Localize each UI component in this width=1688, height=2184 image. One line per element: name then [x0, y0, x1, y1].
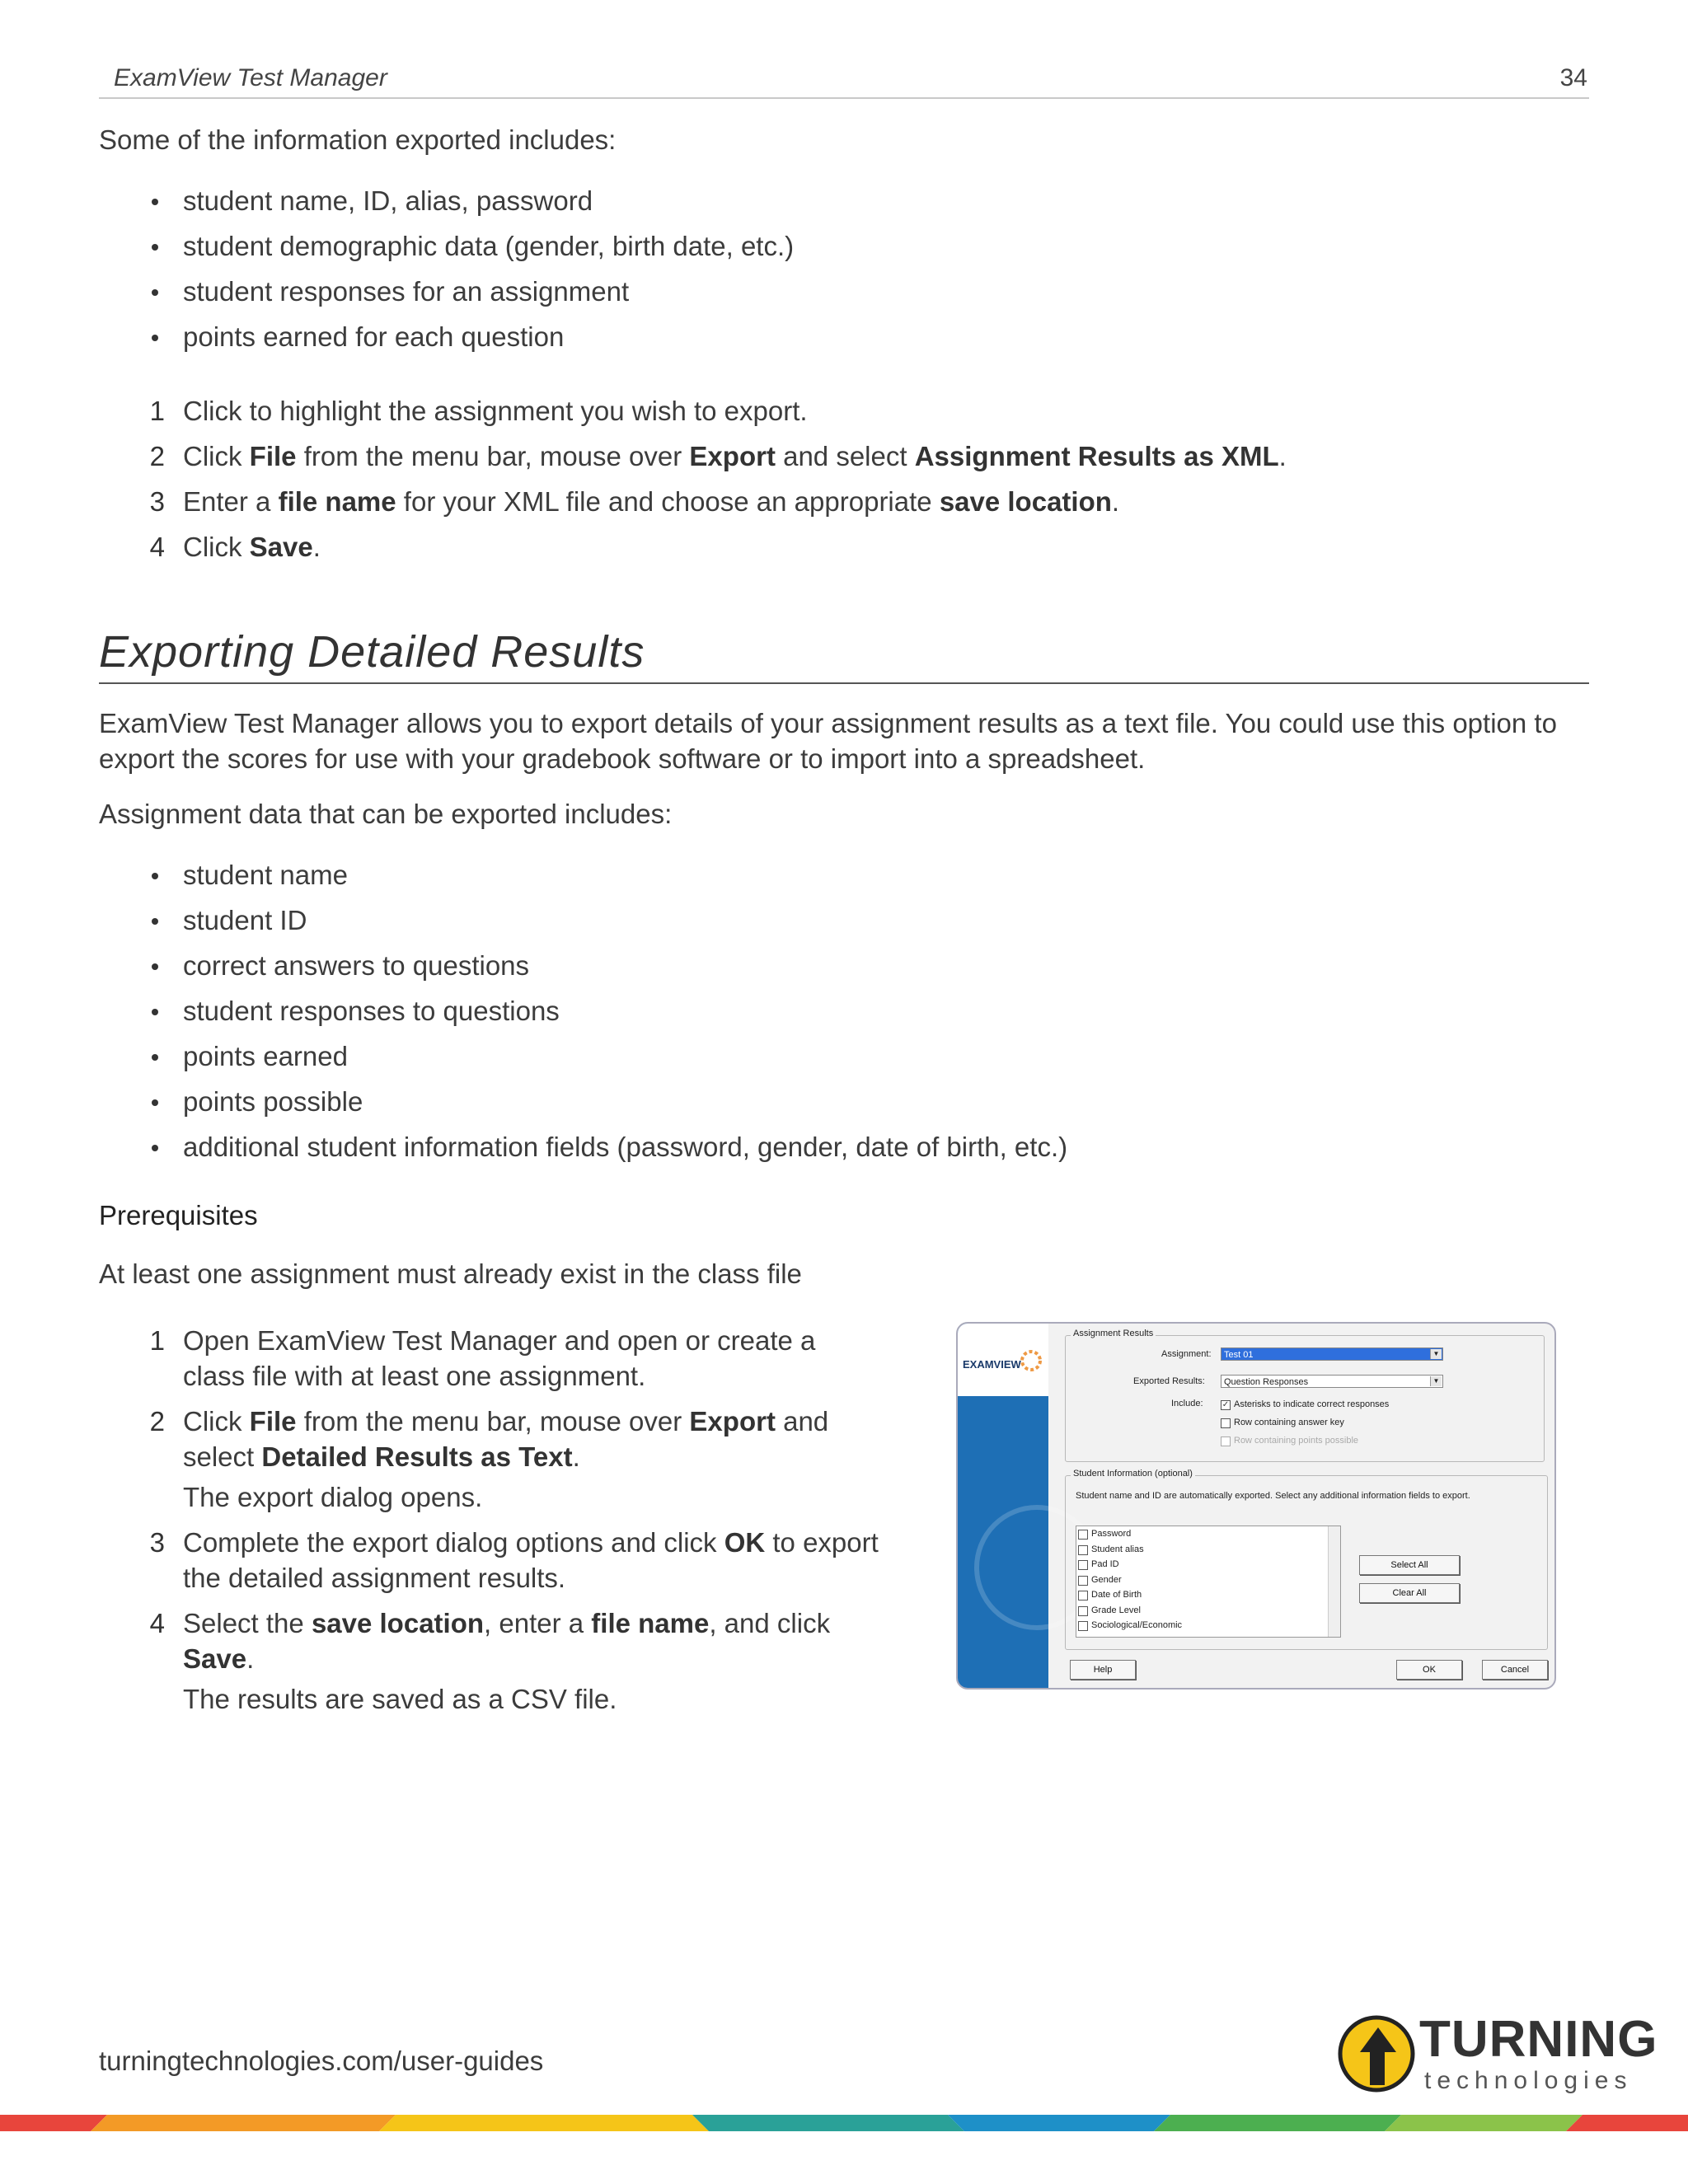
list-item[interactable]: Grade Level: [1076, 1603, 1340, 1619]
list-item[interactable]: Password: [1076, 1526, 1340, 1542]
list-item: student name: [140, 857, 1067, 902]
brand-bottom: technologies: [1424, 2067, 1633, 2094]
turning-technologies-logo: [1337, 2011, 1658, 2102]
examview-burst-icon: [1019, 1348, 1043, 1373]
section-title: Exporting Detailed Results: [99, 627, 645, 677]
bullet-icon: [152, 289, 158, 296]
exported-results-label: Exported Results:: [1133, 1376, 1205, 1386]
examview-logo: [958, 1324, 1048, 1396]
bullet-icon: [152, 244, 158, 251]
stripe-segment: [1566, 2115, 1688, 2131]
turning-arrow-icon: [1337, 2013, 1419, 2095]
step-note: The results are saved as a CSV file.: [183, 1684, 617, 1714]
bullet-icon: [152, 873, 158, 879]
chevron-down-icon: ▼: [1430, 1376, 1442, 1386]
list-item[interactable]: Gender: [1076, 1572, 1340, 1588]
list-item: student responses to questions: [140, 993, 1067, 1038]
checkbox-label: Asterisks to indicate correct responses: [1234, 1399, 1390, 1409]
list-item: student name, ID, alias, password: [140, 183, 794, 228]
list-item[interactable]: Date of Birth: [1076, 1587, 1340, 1603]
page-number: 34: [1559, 64, 1587, 91]
step-item: 1 Open ExamView Test Manager and open or create a class file with at least one assignment.: [149, 1325, 816, 1391]
bullet-icon: [152, 335, 158, 341]
intro-text: Some of the information exported includes:: [99, 124, 617, 155]
list-item: student demographic data (gender, birth date, etc.): [140, 228, 794, 274]
step-note: The export dialog opens.: [183, 1482, 483, 1512]
stripe-segment: [0, 2115, 107, 2131]
step-item: 2 Click File from the menu bar, mouse over Export and select Detailed Results as Text. The export dialog opens.: [140, 1404, 882, 1515]
footer-color-stripe: [0, 2115, 1688, 2131]
list-item[interactable]: Student alias: [1076, 1542, 1340, 1558]
field-checkbox[interactable]: [1078, 1530, 1088, 1540]
fields-listbox[interactable]: [1076, 1526, 1341, 1638]
cancel-button[interactable]: Cancel: [1482, 1660, 1548, 1680]
logo-text: EXAMVIEW: [963, 1358, 1021, 1371]
bullet-icon: [152, 1009, 158, 1015]
stripe-segment: [692, 2115, 964, 2131]
group-label: Assignment Results: [1071, 1329, 1156, 1338]
select-all-button[interactable]: Select All: [1359, 1555, 1460, 1575]
field-checkbox[interactable]: [1078, 1606, 1088, 1616]
assignment-results-group: [1065, 1329, 1545, 1462]
export-items-list: [140, 183, 794, 364]
checkbox-points-possible[interactable]: [1221, 1436, 1231, 1446]
assignment-select[interactable]: Test 01 ▼: [1221, 1347, 1443, 1361]
stripe-segment: [1385, 2115, 1582, 2131]
list-item: student ID: [140, 902, 1067, 948]
step-item: 3 Complete the export dialog options and click OK to export the detailed assignment results.: [149, 1527, 879, 1593]
export-dialog: [956, 1322, 1556, 1690]
step-item: 4 Click Save.: [149, 532, 321, 562]
step-item: 1 Click to highlight the assignment you wish to export.: [149, 396, 808, 426]
bullet-icon: [152, 1099, 158, 1106]
include-label: Include:: [1171, 1399, 1203, 1408]
listbox-scrollbar[interactable]: [1328, 1526, 1340, 1637]
bullet-icon: [152, 1145, 158, 1151]
chevron-down-icon: ▼: [1430, 1349, 1442, 1359]
list-item: correct answers to questions: [140, 948, 1067, 993]
xml-steps: [140, 393, 1287, 574]
group-label: Student Information (optional): [1071, 1469, 1195, 1479]
stripe-segment: [91, 2115, 396, 2131]
ok-button[interactable]: OK: [1396, 1660, 1462, 1680]
header-rule: [99, 97, 1589, 99]
clear-all-button[interactable]: Clear All: [1359, 1583, 1460, 1603]
list-item: student responses for an assignment: [140, 274, 794, 319]
prereq-heading: Prerequisites: [99, 1200, 258, 1230]
exported-results-select[interactable]: Question Responses ▼: [1221, 1375, 1443, 1388]
student-info-description: Student name and ID are automatically exported. Select any additional information fields to export.: [1076, 1491, 1470, 1501]
checkbox-answer-key[interactable]: [1221, 1418, 1231, 1428]
bullet-icon: [152, 963, 158, 970]
list-item: points earned for each question: [140, 319, 794, 364]
stripe-segment: [379, 2115, 709, 2131]
assignment-label: Assignment:: [1161, 1349, 1212, 1359]
stripe-segment: [948, 2115, 1170, 2131]
footer-url: turningtechnologies.com/user-guides: [99, 2046, 544, 2076]
bullet-icon: [152, 918, 158, 925]
section-rule: [99, 682, 1589, 684]
prereq-text: At least one assignment must already exist in the class file: [99, 1258, 802, 1289]
checkbox-asterisks[interactable]: ✓: [1221, 1400, 1230, 1409]
bullet-icon: [152, 1054, 158, 1061]
checkbox-label: Row containing points possible: [1234, 1436, 1359, 1446]
student-info-group: [1065, 1469, 1548, 1650]
list-item: points earned: [140, 1038, 1067, 1084]
dialog-sidebar: [958, 1324, 1048, 1688]
list-item: additional student information fields (password, gender, date of birth, etc.): [140, 1129, 1067, 1174]
data-items-list: [140, 857, 1067, 1174]
step-item: 4 Select the save location, enter a file name, and click Save. The results are saved as a CSV file.: [140, 1605, 882, 1717]
list-item[interactable]: Sociological/Economic: [1076, 1618, 1340, 1633]
list-item: points possible: [140, 1084, 1067, 1129]
field-checkbox[interactable]: [1078, 1621, 1088, 1631]
field-checkbox[interactable]: [1078, 1545, 1088, 1555]
step-item: 3 Enter a file name for your XML file and choose an appropriate save location.: [149, 486, 1120, 517]
detail-steps: [140, 1323, 882, 1717]
field-checkbox[interactable]: [1078, 1560, 1088, 1570]
field-checkbox[interactable]: [1078, 1591, 1088, 1601]
list-item[interactable]: Pad ID: [1076, 1557, 1340, 1572]
field-checkbox[interactable]: [1078, 1576, 1088, 1586]
step-item: 2 Click File from the menu bar, mouse over Export and select Assignment Results as XML.: [149, 441, 1287, 471]
data-intro: Assignment data that can be exported includes:: [99, 799, 673, 829]
bullet-icon: [152, 199, 158, 205]
checkbox-label: Row containing answer key: [1234, 1418, 1344, 1427]
help-button[interactable]: Help: [1070, 1660, 1136, 1680]
brand-top: TURNING: [1419, 2011, 1658, 2068]
section-paragraph: ExamView Test Manager allows you to export details of your assignment results as a text file. You could use this option to export the scores for use with your gradebook software or to import into a spreadsheet.: [99, 708, 1557, 774]
stripe-segment: [1154, 2115, 1401, 2131]
header-title: ExamView Test Manager: [114, 64, 387, 91]
